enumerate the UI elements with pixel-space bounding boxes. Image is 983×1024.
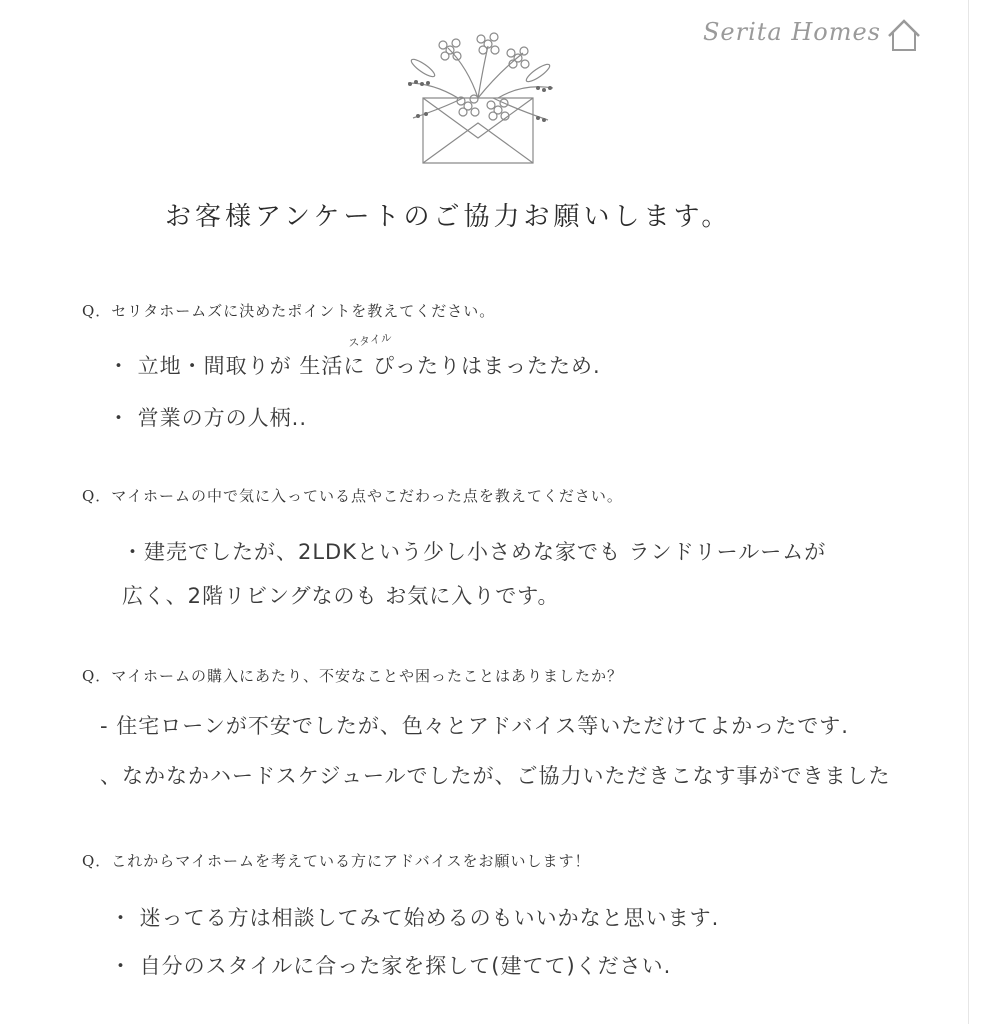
answer-1-2: ・ 営業の方の人柄.. — [108, 406, 308, 430]
survey-title: お客様アンケートのご協力お願いします。 — [165, 202, 732, 232]
brand-name: Serita Homes — [702, 18, 881, 46]
page-edge — [968, 0, 969, 1024]
question-4: Q．これからマイホームを考えている方にアドバイスをお願いします！ — [82, 852, 591, 870]
answer-1-1: ・ 立地・間取りが 生活に ぴったりはまったため. — [108, 354, 601, 378]
question-3: Q．マイホームの購入にあたり、不安なことや困ったことはありましたか？ — [82, 667, 624, 685]
answer-2-2: 広く、2階リビングなのも お気に入りです。 — [122, 584, 560, 608]
answer-4-1: ・ 迷ってる方は相談してみて始めるのもいいかなと思います. — [110, 906, 720, 930]
ruby-annotation: スタイル — [347, 331, 393, 350]
answer-4-2: ・ 自分のスタイルに合った家を探して(建てて)ください. — [110, 954, 672, 978]
house-icon — [885, 16, 923, 56]
question-2: Q．マイホームの中で気に入っている点やこだわった点を教えてください。 — [82, 487, 623, 505]
answer-3-2: 、なかなかハードスケジュールでしたが、ご協力いただきこなす事ができました — [100, 764, 891, 788]
envelope-flower-illustration — [388, 28, 568, 168]
answer-2-1: ・建売でしたが、2LDKという少し小さめな家でも ランドリールームが — [122, 540, 827, 564]
answer-3-1: - 住宅ローンが不安でしたが、色々とアドバイス等いただけてよかったです. — [100, 714, 849, 738]
brand-logo — [673, 14, 923, 54]
question-1: Q．セリタホームズに決めたポイントを教えてください。 — [82, 302, 496, 320]
